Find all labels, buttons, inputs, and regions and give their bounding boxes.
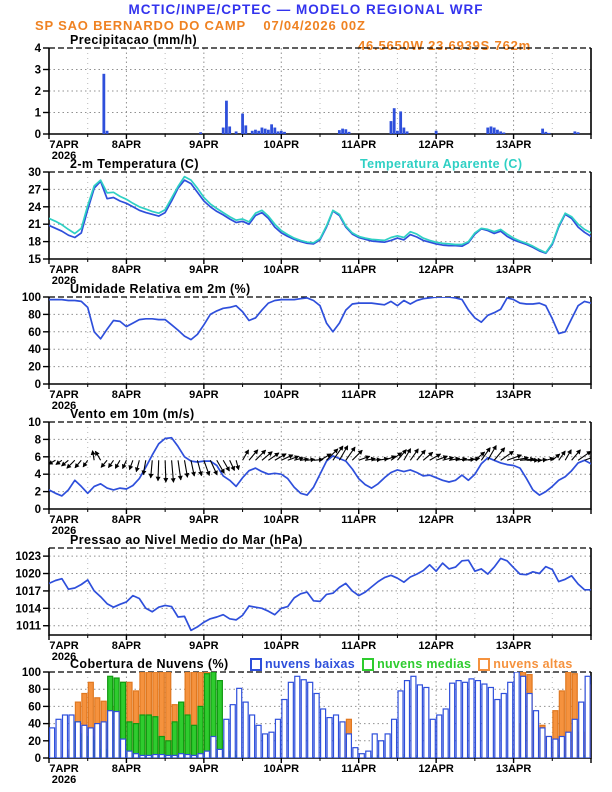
svg-text:8APR: 8APR	[111, 139, 142, 151]
model-title: MCTIC/INPE/CPTEC — MODELO REGIONAL WRF	[128, 2, 484, 17]
svg-text:0: 0	[34, 129, 41, 141]
precip-bar	[499, 131, 502, 134]
svg-text:1: 1	[34, 107, 41, 120]
svg-text:21: 21	[28, 219, 41, 232]
precip-bar	[277, 131, 280, 134]
svg-text:12APR: 12APR	[418, 514, 454, 526]
panel-1	[35, 43, 591, 162]
panel-3	[22, 292, 591, 412]
svg-text:1014: 1014	[15, 603, 41, 616]
svg-text:10APR: 10APR	[263, 264, 300, 276]
svg-text:2026: 2026	[51, 525, 77, 537]
precip-bar	[270, 124, 273, 134]
svg-text:60: 60	[28, 701, 41, 714]
svg-text:60: 60	[28, 326, 41, 339]
svg-text:2026: 2026	[51, 150, 77, 162]
svg-text:8: 8	[34, 434, 41, 447]
precip-bar	[102, 74, 105, 134]
svg-text:10APR: 10APR	[263, 139, 300, 151]
precip-bar	[257, 131, 260, 134]
svg-text:2: 2	[34, 486, 41, 499]
svg-text:7APR: 7APR	[49, 640, 79, 652]
svg-text:10APR: 10APR	[263, 389, 300, 401]
svg-text:10APR: 10APR	[263, 640, 300, 652]
svg-text:18: 18	[28, 236, 41, 249]
svg-text:0: 0	[34, 379, 41, 391]
precip-bar	[496, 130, 499, 134]
precip-bar	[435, 131, 438, 134]
panel-6-plot	[50, 672, 591, 758]
svg-text:100: 100	[21, 292, 41, 304]
precip-bar	[348, 132, 351, 134]
svg-text:11APR: 11APR	[341, 763, 377, 775]
svg-text:13APR: 13APR	[495, 389, 532, 401]
svg-text:4: 4	[34, 469, 41, 482]
svg-text:7APR: 7APR	[49, 264, 79, 276]
wind-barbs	[41, 446, 600, 483]
panel-title-wind: Vento em 10m (m/s)	[70, 407, 195, 421]
svg-text:80: 80	[28, 684, 41, 697]
svg-text:0: 0	[34, 504, 41, 516]
svg-text:12APR: 12APR	[418, 389, 454, 401]
low-clouds-label: nuvens baixas	[265, 657, 356, 671]
svg-text:8APR: 8APR	[111, 514, 142, 526]
precip-bar	[573, 131, 576, 134]
svg-text:9APR: 9APR	[189, 514, 219, 526]
svg-text:2026: 2026	[51, 400, 77, 412]
svg-text:9APR: 9APR	[189, 763, 219, 775]
svg-text:9APR: 9APR	[189, 264, 219, 276]
legend-apparent-temperature: Temperatura Aparente (C)	[360, 157, 523, 171]
svg-text:13APR: 13APR	[495, 264, 532, 276]
svg-text:40: 40	[28, 718, 41, 731]
svg-text:13APR: 13APR	[495, 640, 532, 652]
precip-bar	[396, 131, 399, 134]
svg-text:1023: 1023	[15, 551, 41, 564]
svg-text:2: 2	[34, 86, 41, 98]
precip-bar	[228, 126, 231, 134]
svg-text:15: 15	[28, 254, 41, 266]
svg-text:11APR: 11APR	[341, 139, 377, 151]
panel-6	[22, 667, 591, 786]
svg-text:8APR: 8APR	[111, 763, 142, 775]
precip-bar	[244, 125, 247, 134]
svg-text:30: 30	[28, 167, 41, 179]
Umidade-Relativa-line	[49, 297, 591, 340]
svg-text:4: 4	[34, 43, 41, 55]
svg-text:7APR: 7APR	[49, 763, 79, 775]
panel-title-humidity: Umidade Relativa em 2m (%)	[70, 282, 251, 296]
precip-bar	[264, 129, 267, 134]
svg-text:11APR: 11APR	[341, 264, 377, 276]
mid-clouds-label: nuvens medias	[377, 657, 472, 671]
svg-text:13APR: 13APR	[495, 139, 532, 151]
station-run-label: SP SAO BERNARDO DO CAMP 07/04/2026 00Z	[35, 18, 366, 33]
precip-bar	[493, 128, 496, 134]
svg-text:13APR: 13APR	[495, 514, 532, 526]
svg-text:9APR: 9APR	[189, 139, 219, 151]
svg-text:6: 6	[34, 451, 41, 464]
precip-bar	[344, 129, 347, 134]
svg-text:2026: 2026	[51, 275, 77, 287]
panel-5	[15, 548, 591, 663]
svg-text:13APR: 13APR	[495, 763, 532, 775]
panel-title-pressure: Pressao ao Nivel Medio do Mar (hPa)	[70, 533, 303, 547]
panel-1-plot	[102, 74, 579, 134]
svg-text:20: 20	[28, 361, 41, 374]
svg-text:8APR: 8APR	[111, 389, 142, 401]
svg-text:80: 80	[28, 309, 41, 322]
precip-bar	[399, 111, 402, 134]
svg-text:1020: 1020	[15, 568, 41, 581]
svg-text:2026: 2026	[51, 651, 77, 663]
precip-bar	[254, 130, 257, 134]
panel-title-precipitation: Precipitacao (mm/h)	[70, 33, 198, 47]
precip-bar	[273, 128, 276, 134]
svg-text:12APR: 12APR	[418, 640, 454, 652]
svg-text:7APR: 7APR	[49, 514, 79, 526]
precip-bar	[235, 131, 238, 134]
Pressao-ao-Nivel-do-Mar-line	[49, 558, 591, 630]
svg-text:7APR: 7APR	[49, 139, 79, 151]
panel-4	[28, 417, 600, 537]
panel-5-plot	[49, 558, 591, 630]
precip-bar	[199, 132, 202, 134]
precip-bar	[393, 108, 396, 134]
panel-3-plot	[49, 297, 591, 340]
precip-bar	[251, 131, 254, 134]
svg-text:27: 27	[28, 184, 41, 197]
precip-bar	[241, 114, 244, 134]
svg-text:24: 24	[28, 201, 41, 214]
svg-text:7APR: 7APR	[49, 389, 79, 401]
precip-bar	[280, 131, 283, 134]
precip-bar	[402, 128, 405, 134]
svg-text:11APR: 11APR	[341, 514, 377, 526]
precip-bar	[390, 121, 393, 134]
precip-bar	[502, 132, 505, 134]
svg-text:10APR: 10APR	[263, 763, 300, 775]
svg-text:10APR: 10APR	[263, 514, 300, 526]
precip-bar	[406, 131, 409, 134]
svg-text:10: 10	[28, 417, 41, 429]
svg-text:40: 40	[28, 344, 41, 357]
precip-bar	[341, 129, 344, 134]
precip-bar	[338, 130, 341, 134]
precip-bar	[548, 133, 551, 134]
svg-text:9APR: 9APR	[189, 389, 219, 401]
svg-text:11APR: 11APR	[341, 389, 377, 401]
high-clouds-label: nuvens altas	[493, 657, 573, 671]
svg-text:20: 20	[28, 735, 41, 748]
precip-bar	[225, 101, 228, 134]
precip-bar	[486, 128, 489, 134]
svg-text:2026: 2026	[51, 774, 77, 786]
panel-title-temperature: 2-m Temperatura (C)	[70, 157, 199, 171]
precip-bar	[577, 132, 580, 134]
svg-text:1011: 1011	[16, 620, 41, 633]
svg-text:0: 0	[34, 753, 41, 765]
precip-bar	[222, 128, 225, 134]
svg-text:12APR: 12APR	[418, 139, 454, 151]
svg-text:1017: 1017	[15, 585, 41, 598]
svg-text:12APR: 12APR	[418, 264, 454, 276]
precip-bar	[261, 128, 264, 134]
svg-text:100: 100	[21, 667, 41, 679]
precip-bar	[544, 132, 547, 134]
precip-bar	[490, 126, 493, 134]
svg-text:11APR: 11APR	[341, 640, 377, 652]
panel-2	[28, 167, 591, 287]
precip-bar	[541, 129, 544, 134]
svg-text:9APR: 9APR	[189, 640, 219, 652]
svg-text:8APR: 8APR	[111, 264, 142, 276]
coordinates-label: 46.5650W 23.6939S 762m	[358, 38, 531, 53]
svg-text:12APR: 12APR	[418, 763, 454, 775]
precip-bar	[283, 132, 286, 134]
svg-text:3: 3	[34, 64, 41, 77]
svg-text:8APR: 8APR	[111, 640, 142, 652]
precip-bar	[267, 130, 270, 134]
precip-bar	[106, 131, 109, 134]
panel-title-clouds: Cobertura de Nuvens (%)	[70, 657, 229, 671]
